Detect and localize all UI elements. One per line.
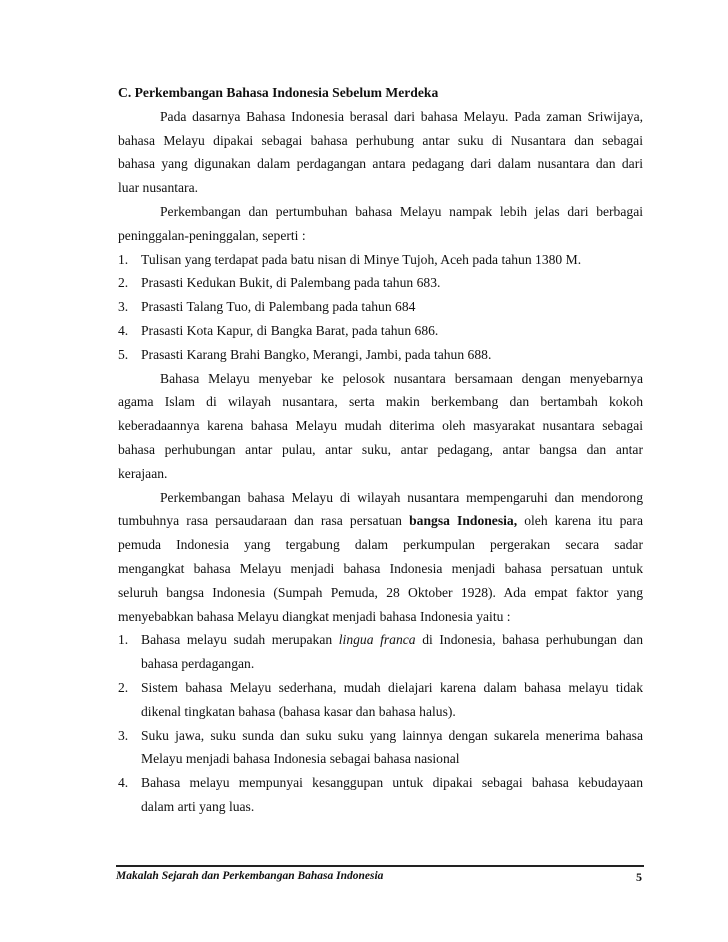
italic-text: lingua franca xyxy=(338,632,416,648)
paragraph-line: agama Islam di wilayah nusantara, serta makin berkembang dan bertambah kokoh xyxy=(118,394,643,410)
footer-title: Makalah Sejarah dan Perkembangan Bahasa Indonesia xyxy=(116,870,384,882)
paragraph-line: seluruh bangsa Indonesia (Sumpah Pemuda, 28 Oktober 1928). Ada empat faktor yang xyxy=(118,584,643,600)
page-number: 5 xyxy=(636,870,642,884)
list-number: 1. xyxy=(118,251,129,267)
list-number: 2. xyxy=(118,679,129,695)
list-item xyxy=(118,680,643,704)
list-text: Suku jawa, suku sunda dan suku suku yang lainnya dengan sukarela menerima bahasa xyxy=(141,727,643,743)
text-run: di Indonesia, bahasa perhubungan dan xyxy=(415,632,643,648)
list-item xyxy=(118,728,643,752)
paragraph-line: luar nusantara. xyxy=(118,180,199,196)
paragraph-line: mengangkat bahasa Melayu menjadi bahasa Indonesia menjadi bahasa persatuan untuk xyxy=(118,560,643,576)
list-text: Tulisan yang terdapat pada batu nisan di Minye Tujoh, Aceh pada tahun 1380 M. xyxy=(141,251,582,267)
list-item xyxy=(118,323,643,347)
list-item xyxy=(118,632,643,656)
list-text: Bahasa melayu mempunyai kesanggupan untuk dipakai sebagai bahasa kebudayaan xyxy=(141,775,643,791)
document-body xyxy=(118,85,643,823)
list-number: 5. xyxy=(118,346,129,362)
list-item xyxy=(118,775,643,799)
list-number: 4. xyxy=(118,775,129,791)
text-run: tumbuhnya rasa persaudaraan dan rasa persatuan xyxy=(118,513,410,529)
list-text: Prasasti Talang Tuo, di Palembang pada tahun 684 xyxy=(141,299,416,315)
list-number: 4. xyxy=(118,322,129,338)
paragraph-line: Pada dasarnya Bahasa Indonesia berasal dari bahasa Melayu. Pada zaman Sriwijaya, xyxy=(160,108,643,124)
page-footer xyxy=(116,865,644,885)
list-number: 3. xyxy=(118,727,129,743)
list-number: 3. xyxy=(118,299,129,315)
paragraph-line: bahasa yang digunakan dalam perdagangan antara pedagang dari dalam nusantara dan dari xyxy=(118,156,643,172)
paragraph-line: bahasa Melayu dipakai sebagai bahasa perhubung antar suku di Nusantara dan sebagai xyxy=(118,132,643,148)
list-text: Prasasti Karang Brahi Bangko, Merangi, Jambi, pada tahun 688. xyxy=(141,346,492,362)
list-item xyxy=(118,347,643,371)
paragraph-line: Perkembangan bahasa Melayu di wilayah nusantara mempengaruhi dan mendorong xyxy=(160,489,643,505)
list-text: Prasasti Kota Kapur, di Bangka Barat, pada tahun 686. xyxy=(141,322,439,338)
paragraph-line: Perkembangan dan pertumbuhan bahasa Melayu nampak lebih jelas dari berbagai xyxy=(160,203,643,219)
paragraph-line: bahasa perhubungan antar pulau, antar suku, antar pedagang, antar bangsa dan antar xyxy=(118,441,643,457)
paragraph-line: menyebabkan bahasa Melayu diangkat menjadi bahasa Indonesia yaitu : xyxy=(118,608,511,624)
list-number: 1. xyxy=(118,632,129,648)
paragraph-line: Bahasa Melayu menyebar ke pelosok nusantara bersamaan dengan menyebarnya xyxy=(160,370,643,386)
bold-text: bangsa Indonesia, xyxy=(409,513,518,529)
section-heading: C. Perkembangan Bahasa Indonesia Sebelum Merdeka xyxy=(118,85,439,100)
text-run: oleh karena itu para xyxy=(517,513,643,529)
paragraph-line: peninggalan-peninggalan, seperti : xyxy=(118,227,306,243)
list-item xyxy=(118,275,643,299)
paragraph-line: kerajaan. xyxy=(118,465,168,481)
paragraph-line xyxy=(118,513,643,537)
list-item-continuation: bahasa perdagangan. xyxy=(141,656,255,672)
list-number: 2. xyxy=(118,275,129,291)
list-text: Prasasti Kedukan Bukit, di Palembang pada tahun 683. xyxy=(141,275,441,291)
list-item-continuation: dikenal tingkatan bahasa (bahasa kasar dan bahasa halus). xyxy=(141,703,456,719)
list-text: Sistem bahasa Melayu sederhana, mudah dielajari karena dalam bahasa melayu tidak xyxy=(141,679,643,695)
text-run: Bahasa melayu sudah merupakan xyxy=(141,632,339,648)
list-item-continuation: dalam arti yang luas. xyxy=(141,798,255,814)
list-item xyxy=(118,299,643,323)
paragraph-line: pemuda Indonesia yang tergabung dalam perkumpulan pergerakan secara sadar xyxy=(118,537,643,553)
paragraph-line: keberadaannya karena bahasa Melayu mudah diterima oleh masyarakat nusantara sebagai xyxy=(118,418,643,434)
list-item-continuation: Melayu menjadi bahasa Indonesia sebagai bahasa nasional xyxy=(141,751,460,767)
list-item xyxy=(118,252,643,276)
